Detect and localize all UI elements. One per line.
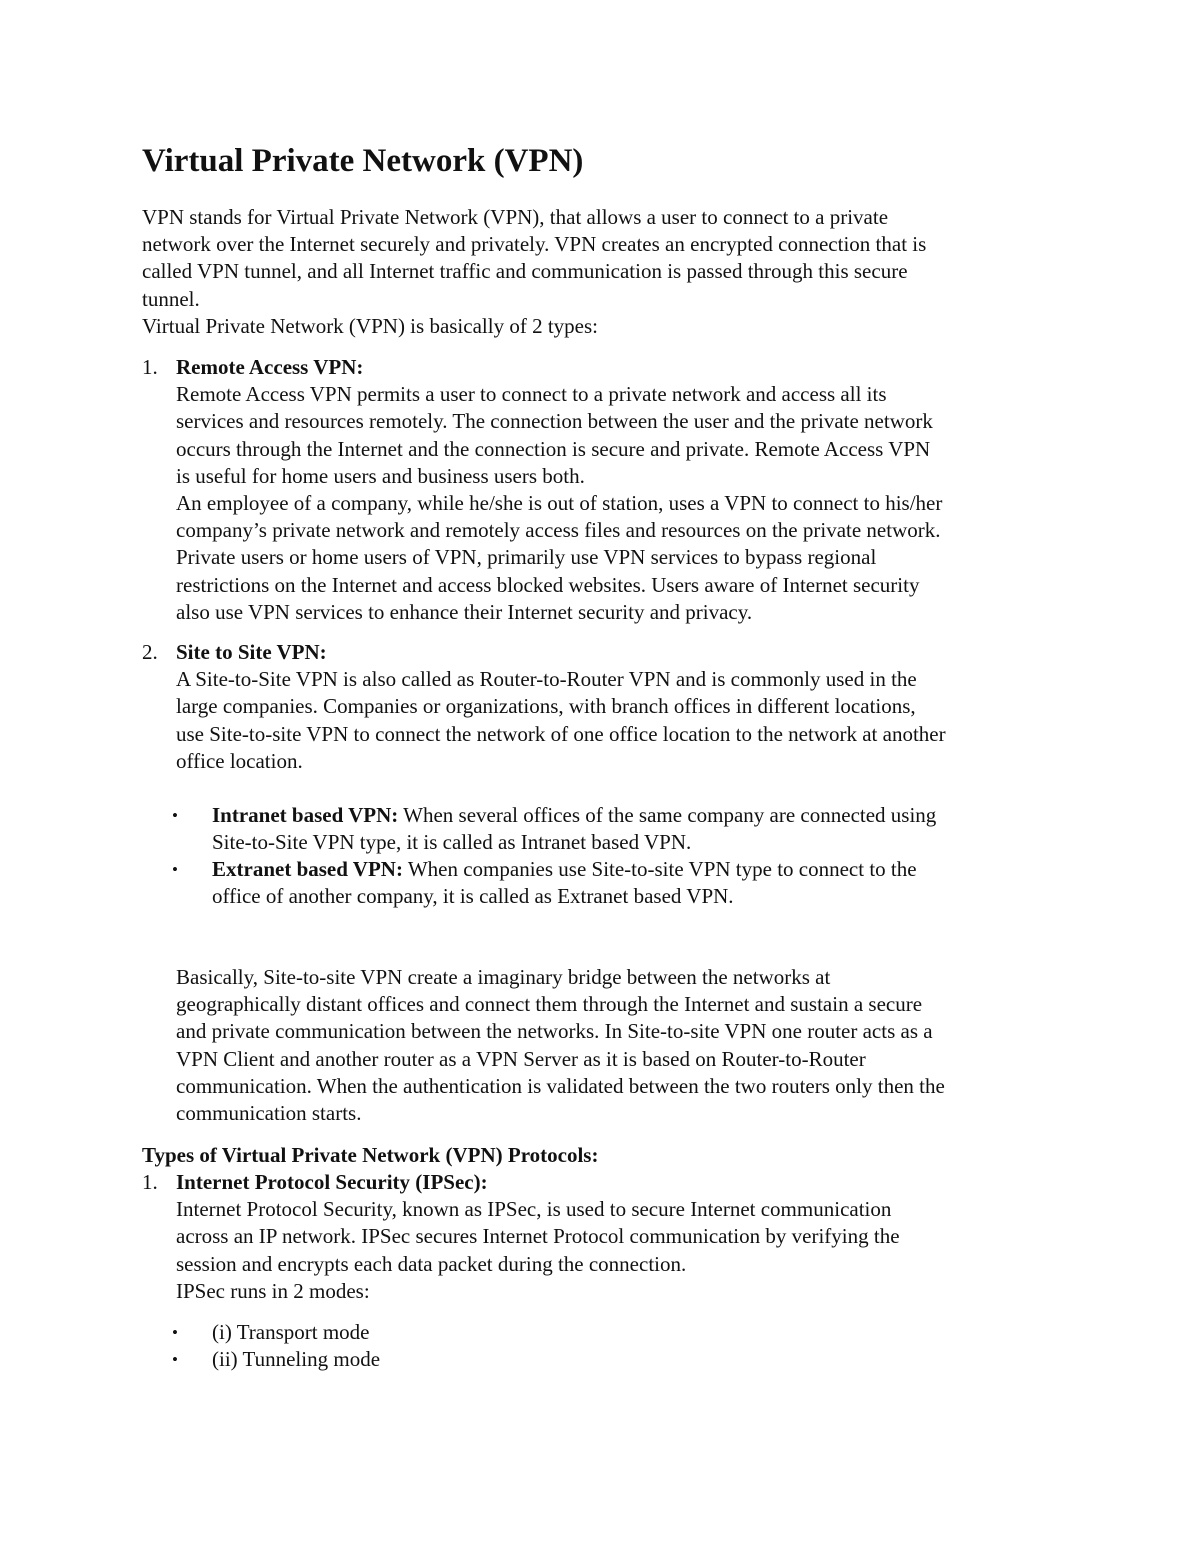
section-heading: Remote Access VPN: — [176, 355, 364, 379]
bullet-icon: • — [172, 1350, 178, 1369]
paragraph-line: VPN Client and another router as a VPN Server as it is based on Router-to-Router — [176, 1046, 866, 1071]
intro-line: called VPN tunnel, and all Internet traffic and communication is passed through this secure — [142, 259, 908, 284]
page-title: Virtual Private Network (VPN) — [142, 143, 584, 179]
bullet-label: Extranet based VPN: — [212, 857, 403, 881]
bullet-icon: • — [172, 1323, 178, 1342]
section-line: Remote Access VPN permits a user to connect to a private network and access all its — [176, 382, 887, 407]
section-line: office location. — [176, 748, 303, 773]
site-to-site-section — [176, 639, 946, 775]
section-line: session and encrypts each data packet during the connection. — [176, 1251, 687, 1276]
section-line: An employee of a company, while he/she is out of station, uses a VPN to connect to his/her — [176, 491, 943, 516]
bullet-text: Site-to-Site VPN type, it is called as Intranet based VPN. — [212, 830, 692, 855]
section-line: services and resources remotely. The connection between the user and the private network — [176, 409, 933, 434]
section-line: Internet Protocol Security, known as IPSec, is used to secure Internet communication — [176, 1197, 892, 1222]
section-heading: Internet Protocol Security (IPSec): — [176, 1170, 488, 1194]
ipsec-section — [176, 1169, 900, 1305]
section-line: occurs through the Internet and the connection is secure and private. Remote Access VPN — [176, 436, 931, 461]
mode-item: (i) Transport mode — [212, 1320, 370, 1344]
bullet-icon: • — [172, 860, 178, 879]
section-line: company’s private network and remotely access files and resources on the private network. — [176, 518, 941, 543]
section-line: restrictions on the Internet and access blocked websites. Users aware of Internet security — [176, 572, 920, 597]
bullet-text: When companies use Site-to-site VPN type to connect to the — [402, 857, 917, 881]
protocols-heading: Types of Virtual Private Network (VPN) Protocols: — [142, 1143, 599, 1167]
section-heading: Site to Site VPN: — [176, 640, 327, 664]
paragraph-line: communication. When the authentication is validated between the two routers only then the — [176, 1073, 945, 1098]
intro-line: tunnel. — [142, 286, 200, 311]
section-line: A Site-to-Site VPN is also called as Router-to-Router VPN and is commonly used in the — [176, 667, 917, 692]
bullet-icon: • — [172, 806, 178, 825]
section-line: large companies. Companies or organizations, with branch offices in different locations, — [176, 694, 916, 719]
remote-access-section — [176, 354, 942, 626]
bullet-item-extranet — [212, 856, 917, 910]
intro-line: Virtual Private Network (VPN) is basically of 2 types: — [142, 313, 598, 338]
mode-item: (ii) Tunneling mode — [212, 1347, 381, 1371]
list-number: 2. — [142, 640, 158, 664]
bullet-text: When several offices of the same company are connected using — [398, 803, 937, 827]
list-number: 1. — [142, 1170, 158, 1194]
section-line: also use VPN services to enhance their Internet security and privacy. — [176, 599, 753, 624]
intro-paragraph — [142, 204, 926, 340]
section-line: use Site-to-site VPN to connect the network of one office location to the network at another — [176, 721, 946, 746]
bullet-text: office of another company, it is called as Extranet based VPN. — [212, 884, 734, 909]
bullet-label: Intranet based VPN: — [212, 803, 399, 827]
paragraph-line: geographically distant offices and connect them through the Internet and sustain a secure — [176, 992, 923, 1017]
intro-line: VPN stands for Virtual Private Network (VPN), that allows a user to connect to a private — [142, 205, 889, 229]
section-line: IPSec runs in 2 modes: — [176, 1278, 370, 1303]
site-to-site-closing-paragraph — [176, 964, 945, 1127]
section-line: across an IP network. IPSec secures Internet Protocol communication by verifying the — [176, 1224, 900, 1249]
paragraph-line: Basically, Site-to-site VPN create a imaginary bridge between the networks at — [176, 965, 831, 989]
paragraph-line: and private communication between the networks. In Site-to-site VPN one router acts as a — [176, 1019, 933, 1044]
list-number: 1. — [142, 355, 158, 379]
bullet-item-intranet — [212, 802, 936, 856]
section-line: is useful for home users and business users both. — [176, 463, 585, 488]
intro-line: network over the Internet securely and privately. VPN creates an encrypted connection that is — [142, 232, 927, 257]
paragraph-line: communication starts. — [176, 1101, 362, 1126]
section-line: Private users or home users of VPN, primarily use VPN services to bypass regional — [176, 545, 877, 570]
